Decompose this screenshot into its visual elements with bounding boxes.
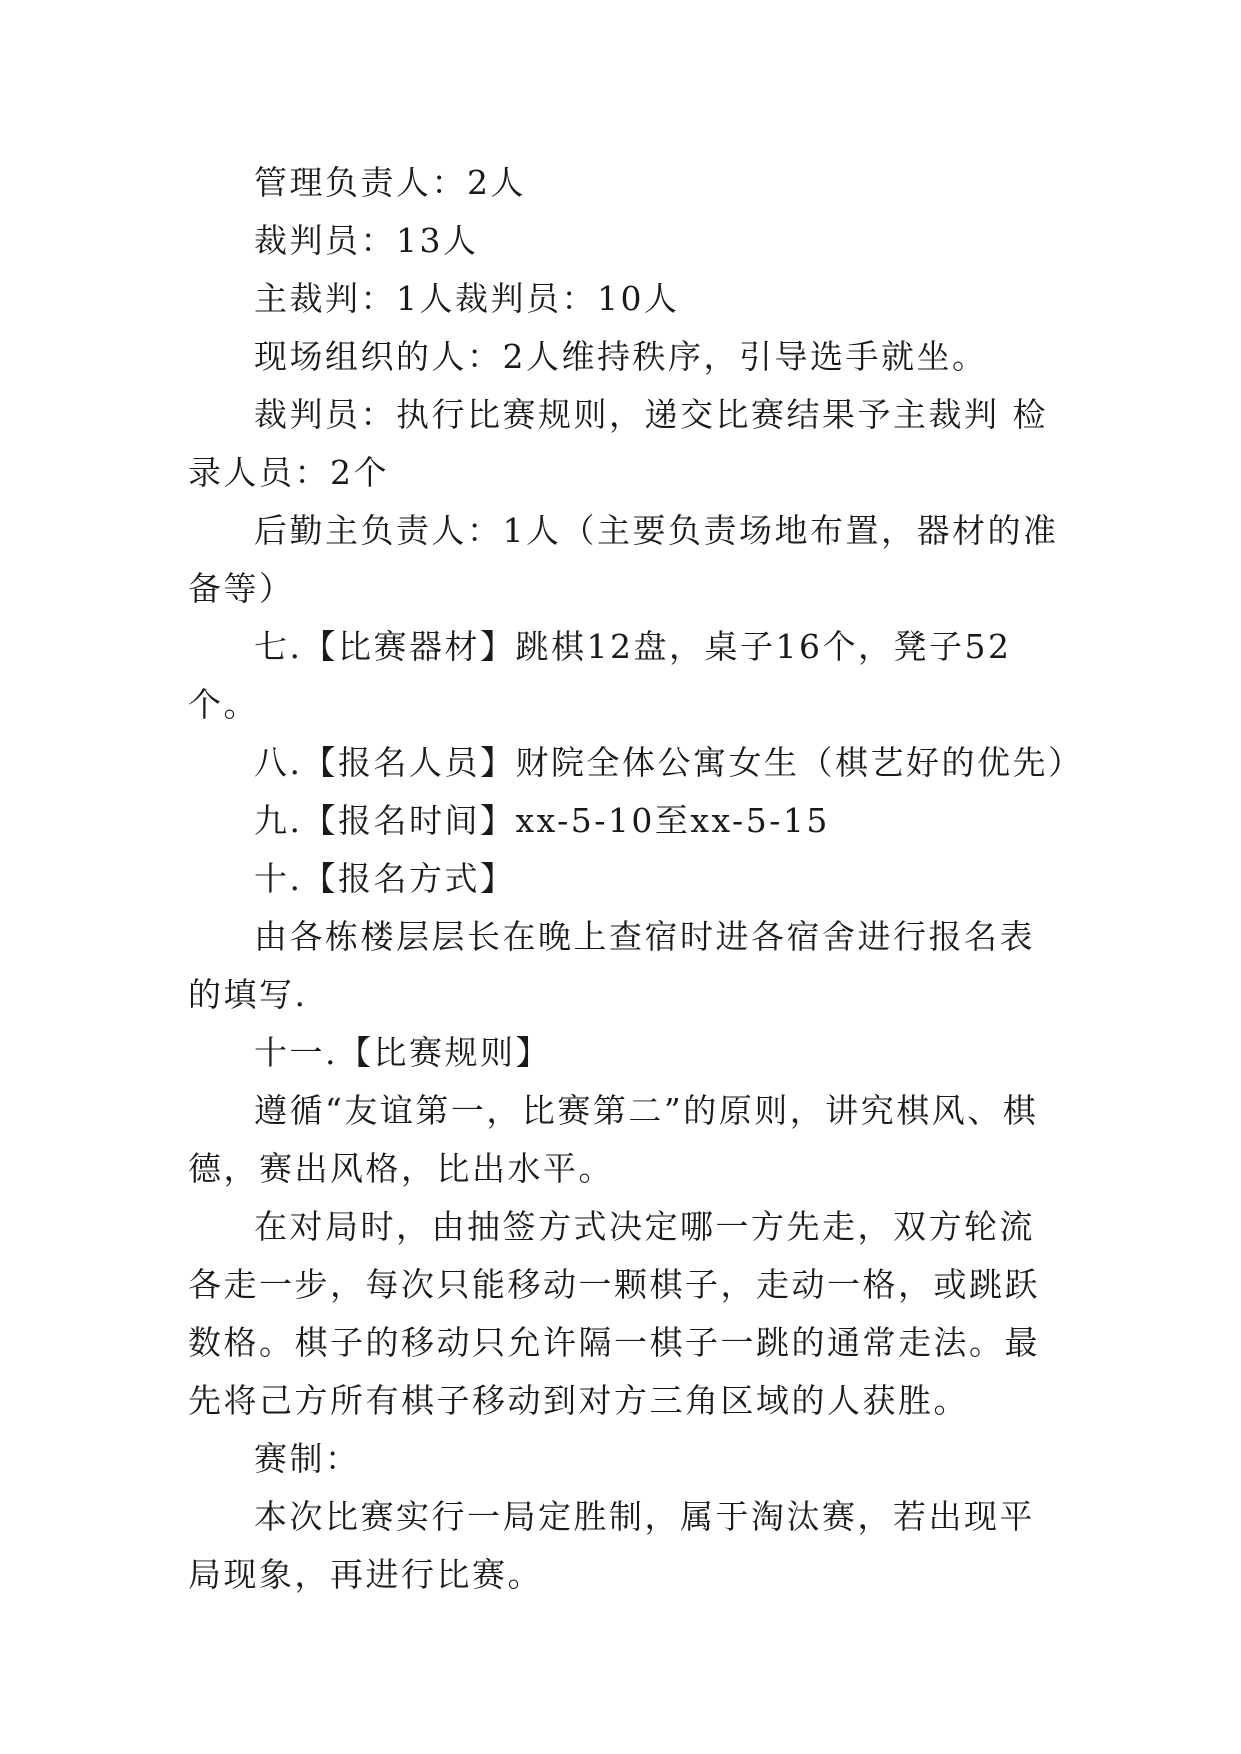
section-equipment: 七.【比赛器材】跳棋12盘，桌子16个，凳子52个。 — [188, 627, 1012, 724]
paragraph-rules-play: 在对局时，由抽签方式决定哪一方先走，双方轮流各走一步，每次只能移动一颗棋子，走动一格，或跳跃数格。棋子的移动只允许隔一棋子一跳的通常走法。最先将己方所有棋子移动到对方三角区域的人获胜。 — [188, 1207, 1040, 1420]
paragraph-on-site-organizers: 现场组织的人：2人维持秩序，引导选手就坐。 — [254, 337, 988, 376]
paragraph-referee-duties: 裁判员：执行比赛规则，递交比赛结果予主裁判 检录人员：2个 — [188, 395, 1048, 492]
section-registration-method: 十.【报名方式】 — [254, 859, 516, 898]
paragraph-referees-count: 裁判员：13人 — [254, 221, 479, 260]
section-participants: 八.【报名人员】财院全体公寓女生（棋艺好的优先） — [254, 743, 1084, 782]
section-competition-rules: 十一.【比赛规则】 — [254, 1033, 551, 1072]
section-registration-time: 九.【报名时间】xx-5-10至xx-5-15 — [254, 801, 830, 840]
document-body — [188, 154, 1084, 1604]
paragraph-registration-method-detail: 由各栋楼层层长在晚上查宿时进各宿舍进行报名表的填写. — [188, 917, 1035, 1014]
paragraph-logistics-lead: 后勤主负责人：1人（主要负责场地布置，器材的准备等） — [188, 511, 1059, 608]
paragraph-chief-referee: 主裁判：1人裁判员：10人 — [254, 279, 680, 318]
paragraph-management-lead: 管理负责人：2人 — [254, 163, 526, 202]
paragraph-format-heading: 赛制： — [254, 1439, 361, 1478]
paragraph-format-detail: 本次比赛实行一局定胜制，属于淘汰赛，若出现平局现象，再进行比赛。 — [188, 1497, 1035, 1594]
paragraph-rules-principle: 遵循“友谊第一，比赛第二”的原则，讲究棋风、棋德，赛出风格，比出水平。 — [188, 1091, 1039, 1188]
